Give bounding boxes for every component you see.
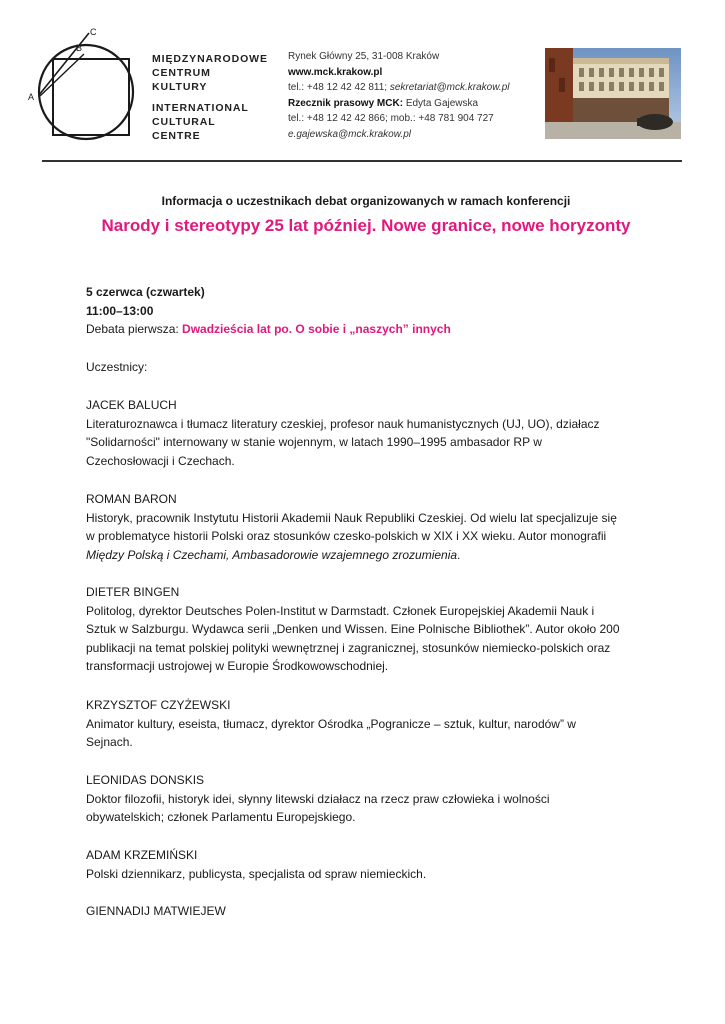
participant-baluch (86, 396, 646, 470)
org-name-en-3: CENTRE (152, 130, 201, 142)
participant-czyzewski (86, 696, 646, 752)
participant-bio-line: Historyk, pracownik Instytutu Historii Akademii Nauk Republiki Czeskiej. Od wielu lat specjalizuje się (86, 510, 617, 525)
participant-name: JACEK BALUCH (86, 398, 177, 412)
debate-line (86, 320, 646, 339)
participant-bio-line: Doktor filozofii, historyk idei, słynny litewski działacz na rzecz praw człowieka i wolności (86, 791, 550, 806)
intro-heading: Informacja o uczestnikach debat organizowanych w ramach konferencji (161, 194, 571, 208)
building-photo (545, 48, 681, 139)
logo-letter-b: B (76, 43, 83, 53)
monograph-title: Między Polską i Czechami, Ambasadorowie wzajemnego zrozumienia (86, 547, 458, 562)
participant-bio-line: Czechosłowacji i Czechach. (86, 453, 235, 468)
participant-baron (86, 490, 646, 564)
conference-title: Narody i stereotypy 25 lat później. Nowe granice, nowe horyzonty (101, 216, 631, 235)
participant-matwiejew (86, 902, 646, 921)
participant-krzeminski (86, 846, 646, 883)
contact-info (288, 49, 538, 142)
participant-bio-line: Politolog, dyrektor Deutsches Polen-Institut w Darmstadt. Członek Europejskiej Akademii Nauk i (86, 603, 595, 618)
participant-bio-line: transformacji ustrojowej w Europie Środkowowschodniej. (86, 659, 389, 674)
address: Rynek Główny 25, 31-008 Kraków (288, 51, 440, 62)
participant-bio-line: obywatelskich; członek Parlamentu Europejskiego. (86, 810, 356, 825)
tel-label: tel.: +48 12 42 42 811; (288, 82, 390, 93)
debate-label: Debata pierwsza: (86, 322, 183, 337)
header-divider (42, 160, 682, 162)
debate-time: 11:00–13:00 (86, 303, 154, 318)
press-email[interactable]: e.gajewska@mck.krakow.pl (288, 128, 411, 140)
participant-name: ADAM KRZEMIŃSKI (86, 848, 198, 862)
participant-bio-line: publikacji na temat polskiej polityki wewnętrznej i zagranicznej, stosunków niemiecko-polskich oraz (86, 640, 611, 655)
participant-name: GIENNADIJ MATWIEJEW (86, 904, 226, 918)
participant-bio-line: Polski dziennikarz, publicysta, specjalista od spraw niemieckich. (86, 866, 427, 881)
press-phones: tel.: +48 12 42 42 866; mob.: +48 781 904 727 (288, 113, 494, 124)
org-name-pl-2: CENTRUM (152, 67, 211, 79)
secretariat-email[interactable]: sekretariat@mck.krakow.pl (389, 82, 510, 93)
debate-title: Dwadzieścia lat po. O sobie i „naszych” innych (182, 322, 451, 337)
participant-bio-line: Animator kultury, eseista, tłumacz, dyrektor Ośrodka „Pogranicze – sztuk, kultur, narodów” w (86, 716, 576, 731)
org-name-pl-1: MIĘDZYNARODOWE (152, 53, 268, 65)
participant-bio-line: Sejnach. (86, 735, 133, 750)
org-name-pl-3: KULTURY (152, 81, 208, 93)
letterhead (0, 0, 725, 165)
logo-letter-a: A (28, 92, 35, 102)
debate-info (86, 283, 646, 339)
participant-name: KRZYSZTOF CZYŻEWSKI (86, 698, 231, 712)
participant-name: DIETER BINGEN (86, 585, 180, 599)
mck-logo-icon (26, 26, 144, 150)
participant-bio-line: w problematyce historii Polski oraz stosunków czesko-polskich w XIX i XX wieku. Autor monografii (86, 529, 607, 544)
participant-bio-line: Sztuk w Salzburgu. Wydawca serii „Denken und Wissen. Eine Polnische Bibliothek”. Autor około 200 (86, 622, 620, 637)
website-link[interactable]: www.mck.krakow.pl (288, 66, 383, 78)
participant-name: LEONIDAS DONSKIS (86, 773, 205, 787)
participant-donskis (86, 771, 646, 827)
press-name: Edyta Gajewska (405, 97, 479, 109)
press-label: Rzecznik prasowy MCK: (288, 97, 406, 109)
participant-bio-line: Między Polską i Czechami, Ambasadorowie wzajemnego zrozumienia. (86, 547, 461, 562)
participant-bio-line: "Solidarności" internowany w stanie wojennym, w latach 1990–1995 ambasador RP w (86, 435, 542, 450)
organization-name (152, 52, 277, 143)
org-name-en-1: INTERNATIONAL (152, 102, 249, 114)
org-name-en-2: CULTURAL (152, 116, 216, 128)
participants-label: Uczestnicy: (86, 360, 148, 374)
document-body (86, 192, 646, 918)
logo-letter-c: C (90, 27, 97, 37)
participant-bio-line: Literaturoznawca i tłumacz literatury czeskiej, profesor nauk humanistycznych (UJ, UO), działacz (86, 416, 600, 431)
participant-name: ROMAN BARON (86, 492, 177, 506)
participant-bingen (86, 583, 646, 676)
debate-date: 5 czerwca (czwartek) (86, 285, 205, 299)
